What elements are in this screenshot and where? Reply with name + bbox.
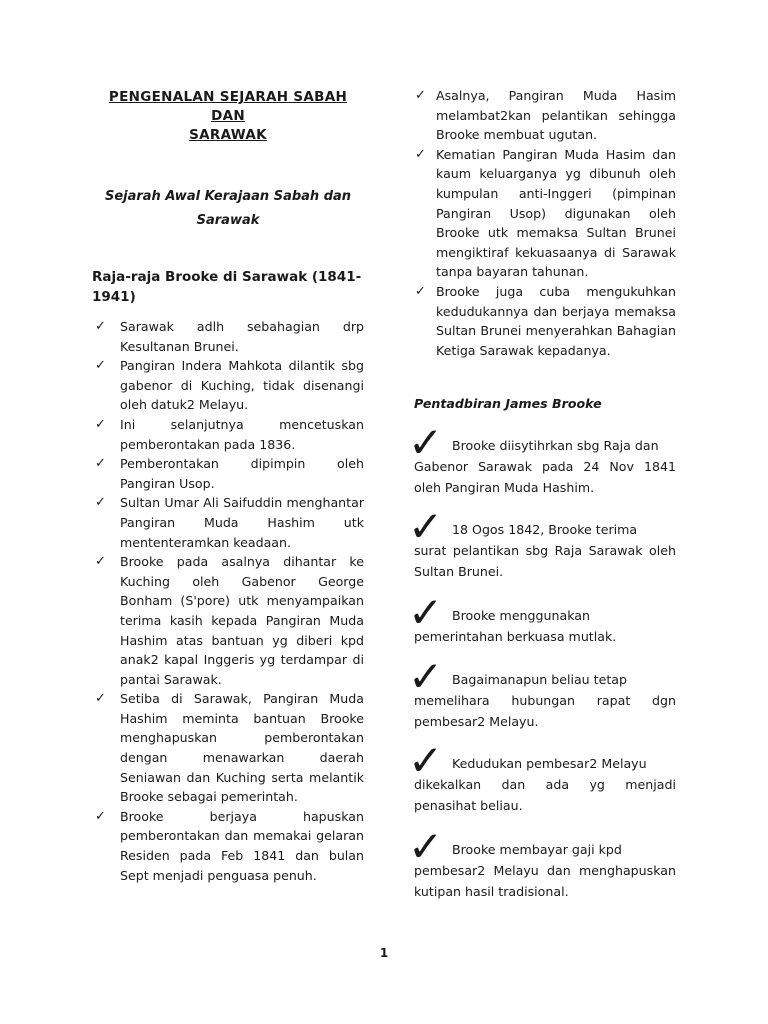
list-item [92, 552, 364, 689]
pentadbiran-list [408, 418, 676, 938]
item-first-line: 18 Ogos 1842, Brooke terima [452, 522, 638, 538]
big-list-item [408, 502, 676, 600]
large-checkmark-icon: ✓ [408, 652, 444, 702]
checkmark-icon: ✓ [415, 88, 426, 103]
item-first-line: Brooke diisytihrkan sbg Raja dan [452, 438, 659, 454]
list-item [92, 415, 364, 454]
item-rest: memelihara hubungan rapat dgn pembesar2 Melayu. [414, 692, 676, 729]
checkmark-icon: ✓ [95, 554, 106, 570]
item-rest: pemerintahan berkuasa mutlak. [414, 628, 617, 644]
list-item-text: Setiba di Sarawak, Pangiran Muda Hashim meminta bantuan Brooke menghapuskan pemberontakan dengan menawarkan daerah Seniawan dan Kuching serta melantik Brooke sebagai pemerintah. [120, 691, 364, 805]
document-title [92, 88, 364, 145]
checkmark-icon: ✓ [95, 358, 106, 374]
checkmark-icon: ✓ [95, 456, 106, 472]
big-list-item [408, 736, 676, 834]
list-item [92, 317, 364, 356]
list-item-text: Brooke pada asalnya dihantar ke Kuching oleh Gabenor George Bonham (S'pore) utk menyampaikan terima kasih kepada Pangiran Muda Hashim atas bantuan yg diberi kpd anak2 kapal Inggeris yg terdampar di pantai Sarawak. [120, 554, 364, 687]
list-item-text: Pemberontakan dipimpin oleh Pangiran Usop. [120, 456, 364, 491]
big-list-item [408, 652, 676, 748]
checkmark-icon: ✓ [95, 416, 106, 432]
checkmark-icon: ✓ [415, 146, 426, 162]
large-checkmark-icon: ✓ [408, 502, 444, 552]
item-first-line: Bagaimanapun beliau tetap [452, 672, 627, 688]
section-heading-raja-brooke: Raja-raja Brooke di Sarawak (1841-1941) [92, 269, 362, 305]
subtitle-line-2: Sarawak [196, 213, 260, 228]
list-item [92, 807, 364, 885]
checkmark-icon: ✓ [415, 283, 426, 299]
list-item [414, 282, 676, 360]
right-column [408, 86, 676, 938]
continued-list [414, 86, 676, 360]
large-checkmark-icon: ✓ [408, 588, 444, 638]
title-line-2: SARAWAK [189, 127, 267, 143]
list-item [92, 454, 364, 493]
list-item [92, 689, 364, 807]
item-first-line: Kedudukan pembesar2 Melayu [452, 756, 647, 772]
document-subtitle [92, 185, 364, 233]
list-item [414, 86, 676, 145]
page-number: 1 [379, 946, 389, 960]
list-item-text: Sarawak adlh sebahagian drp Kesultanan Brunei. [120, 319, 364, 354]
large-checkmark-icon: ✓ [408, 822, 444, 872]
list-item-text: Brooke juga cuba mengukuhkan kedudukannya dan berjaya memaksa Sultan Brunei menyerahkan Bahagian Ketiga Sarawak kepadanya. [436, 283, 676, 358]
checkmark-icon: ✓ [95, 691, 106, 707]
checkmark-icon: ✓ [95, 495, 106, 511]
list-item-text: Brooke berjaya hapuskan pemberontakan dan memakai gelaran Residen pada Feb 1841 dan bulan Sept menjadi penguasa penuh. [120, 808, 364, 883]
checkmark-icon: ✓ [95, 808, 106, 824]
list-item-text: Asalnya, Pangiran Muda Hasim melambat2kan pelantikan sehingga Brooke membuat ugutan. [436, 88, 676, 143]
item-rest: pembesar2 Melayu dan menghapuskan kutipan hasil tradisional. [414, 862, 676, 899]
item-first-line: Brooke menggunakan [452, 608, 590, 624]
list-item [92, 356, 364, 415]
item-rest: surat pelantikan sbg Raja Sarawak oleh Sultan Brunei. [414, 542, 676, 579]
left-column [92, 86, 364, 885]
large-checkmark-icon: ✓ [408, 418, 444, 468]
raja-brooke-list [92, 317, 364, 885]
list-item-text: Sultan Umar Ali Saifuddin menghantar Pangiran Muda Hashim utk mententeramkan keadaan. [120, 495, 364, 550]
list-item [414, 145, 676, 282]
section-heading-pentadbiran: Pentadbiran James Brooke [414, 396, 602, 412]
title-line-1: PENGENALAN SEJARAH SABAH DAN [108, 89, 348, 124]
large-checkmark-icon: ✓ [408, 736, 444, 786]
big-list-item [408, 588, 676, 664]
checkmark-icon: ✓ [95, 319, 106, 334]
list-item-text: Kematian Pangiran Muda Hasim dan kaum keluarganya yg dibunuh oleh kumpulan anti-Inggeri (pimpinan Pangiran Usop) digunakan oleh Brooke utk memaksa Sultan Brunei mengiktiraf kekuasaanya di Sarawak tanpa bayaran tahunan. [436, 146, 676, 280]
item-rest: dikekalkan dan ada yg menjadi penasihat beliau. [414, 776, 676, 813]
big-list-item [408, 822, 676, 938]
list-item-text: Ini selanjutnya mencetuskan pemberontakan pada 1836. [120, 416, 364, 452]
item-rest: Gabenor Sarawak pada 24 Nov 1841 oleh Pangiran Muda Hashim. [414, 458, 676, 495]
big-list-item [408, 418, 676, 514]
item-first-line: Brooke membayar gaji kpd [452, 842, 622, 858]
list-item [92, 493, 364, 552]
list-item-text: Pangiran Indera Mahkota dilantik sbg gabenor di Kuching, tidak disenangi oleh datuk2 Melayu. [120, 358, 364, 413]
subtitle-line-1: Sejarah Awal Kerajaan Sabah dan [104, 189, 352, 204]
